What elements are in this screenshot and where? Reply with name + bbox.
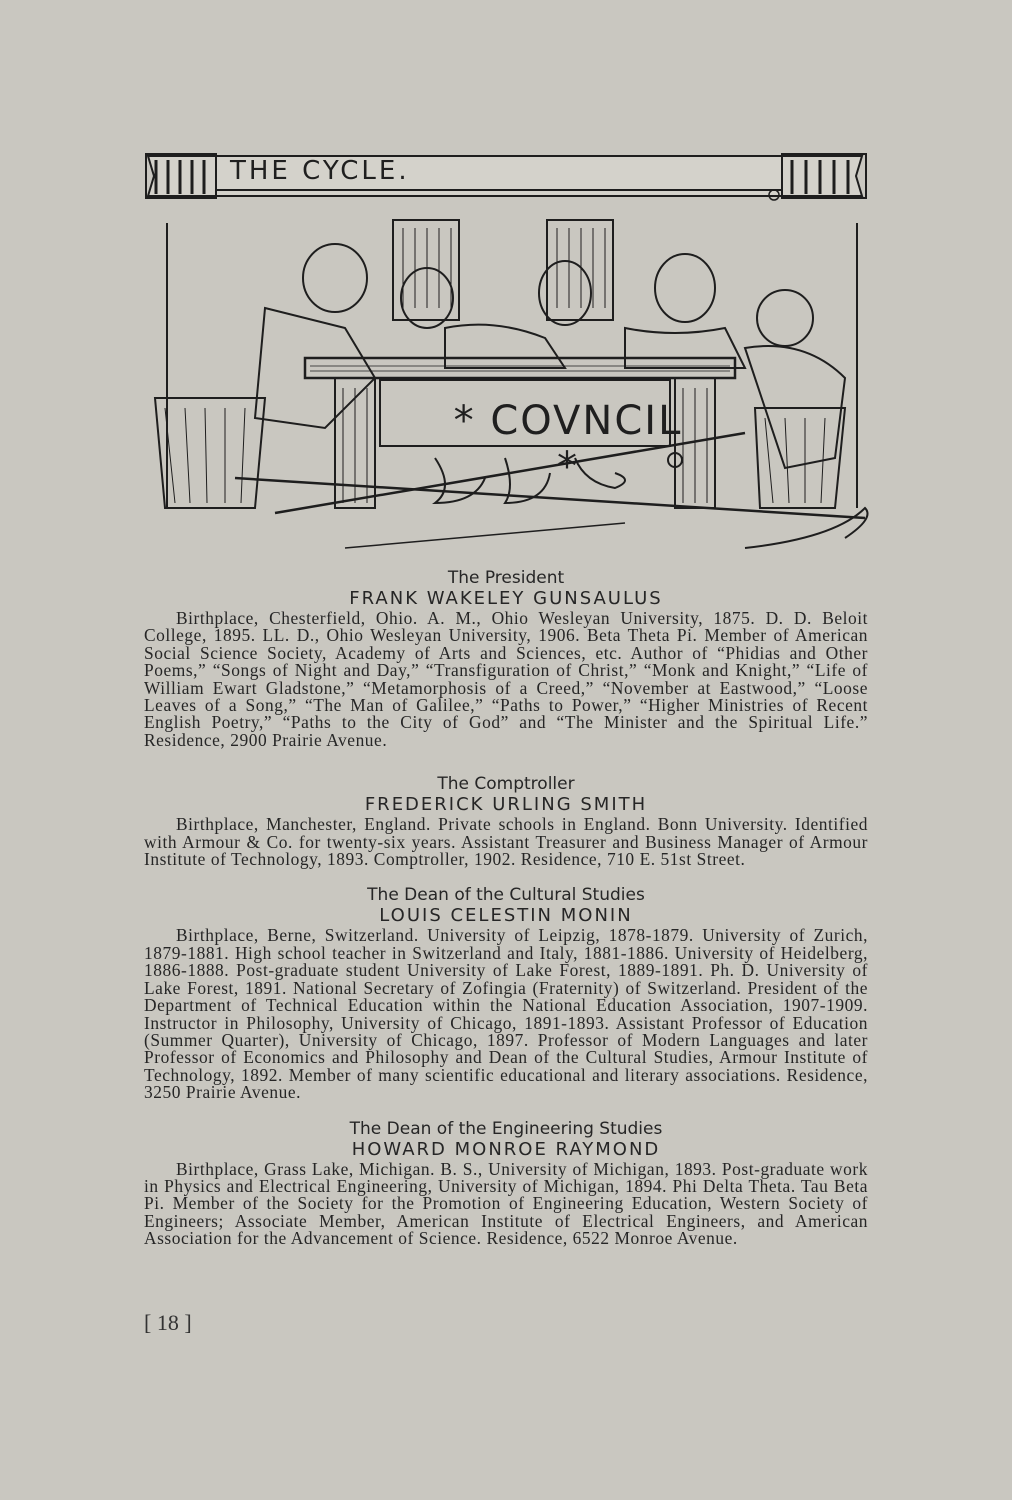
role-heading: The Dean of the Engineering Studies [349,1118,663,1139]
section-dean-engineering [144,1119,868,1248]
banner-title: THE CYCLE. [230,156,410,186]
member-bio: Birthplace, Chesterfield, Ohio. A. M., Ohio Wesleyan University, 1875. D. D. Beloit College, 1895. LL. D., Ohio Wesleyan University, 1906. Beta Theta Pi. Member of American Social Science Society, Academy of Arts and Sciences, etc. Author of “Phidias and Other Poems,” “Songs of Night and Day,” “Transfiguration of Christ,” “Monk and Knight,” “Life of William Ewart Gladstone,” “Metamorphosis of a Creed,” “November at Eastwood,” “Loose Leaves of a Song,” “The Man of Galilee,” “Paths to Power,” “Higher Ministries of Recent English Poetry,” “Paths to the City of God” and “The Minister and the Spiritual Life.” Residence, 2900 Prairie Avenue. [144,608,868,750]
member-name: FRANK WAKELEY GUNSAULUS [349,588,663,609]
section-dean-cultural [144,885,868,1101]
member-bio: Birthplace, Manchester, England. Private schools in England. Bonn University. Identified with Armour & Co. for twenty-six years. Assistant Treasurer and Business Manager of Armour Institute of Technology, 1893. Comptroller, 1902. Residence, 710 E. 51st Street. [144,814,868,870]
page-number: [ 18 ] [144,1310,192,1335]
member-name: HOWARD MONROE RAYMOND [351,1138,661,1160]
council-illustration [145,218,870,558]
member-bio: Birthplace, Berne, Switzerland. University of Leipzig, 1878-1879. University of Zurich, 1879-1881. High school teacher in Switzerland and Italy, 1881-1886. University of Heidelberg, 1886-1888. Post-graduate student University of Lake Forest, 1889-1891. Ph. D. University of Lake Forest, 1891. National Secretary of Zofingia (Fraternity) of Switzerland. President of the Department of Technical Education within the National Education Association, 1907-1909. Instructor in Philosophy, University of Chicago, 1891-1893. Assistant Professor of Education (Summer Quarter), University of Chicago, 1897. Professor of Modern Languages and later Professor of Economics and Philosophy and Dean of the Cultural Studies, Armour Institute of Technology, 1892. Member of many scientific educational and literary associations. Residence, 3250 Prairie Avenue. [144,925,868,1103]
section-comptroller [144,774,868,868]
role-heading: The Comptroller [437,774,575,795]
council-members [144,568,868,1248]
member-name: LOUIS CELESTIN MONIN [379,905,633,927]
cycle-banner [142,150,872,202]
council-title: * COVNCIL * [453,398,683,490]
member-bio: Birthplace, Grass Lake, Michigan. B. S., University of Michigan, 1893. Post-graduate work in Physics and Electrical Engineering, University of Michigan, 1894. Phi Delta Theta. Tau Beta Pi. Member of the Society for the Promotion of Engineering Education, Western Society of Engineers; Associate Member, American Institute of Electrical Engineers, and American Association for the Advancement of Science. Residence, 6522 Monroe Avenue. [144,1158,868,1249]
member-name: FREDERICK URLING SMITH [364,794,648,816]
council-table-drawing [145,218,870,558]
role-heading: The Dean of the Cultural Studies [367,885,645,906]
role-heading: The President [447,568,565,588]
section-president [144,568,868,749]
